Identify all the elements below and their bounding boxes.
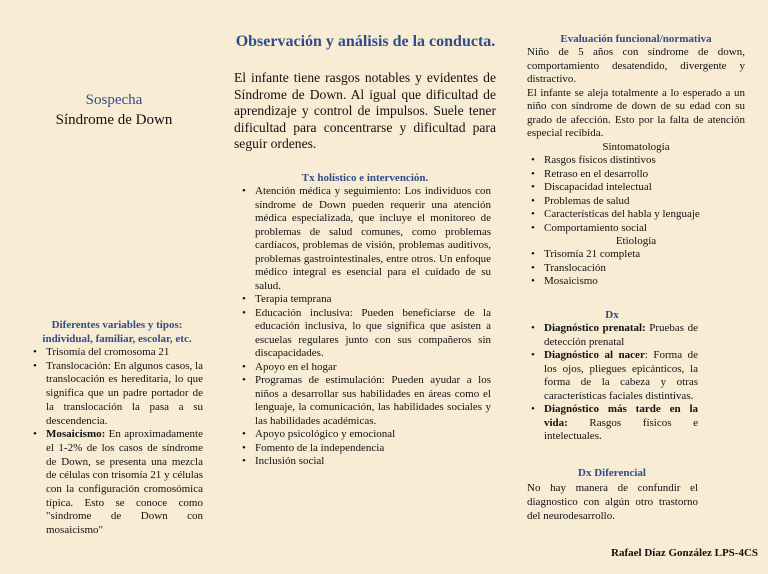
list-item: • Mosaicismo: En aproximadamente el 1-2% de los casos de síndrome de Down, se presenta una mezcla de células con trisomía 21 y células con la configuración cromosómica típica. Esto se conoce como "síndrome de Down con mosaicismo" bbox=[33, 428, 203, 537]
etiology-heading: Etiología bbox=[615, 235, 657, 247]
intro-paragraph: El infante tiene rasgos notables y evidentes de Síndrome de Down. Al igual que dificultad de aprendizaje y control de impulsos. Suele tener dificultad para concentrarse y dificultad para seguir ordenes. bbox=[234, 70, 496, 152]
list-item: • Diagnóstico prenatal: Pruebas de detección prenatal bbox=[531, 322, 698, 348]
list-item: • Retraso en el desarrollo bbox=[531, 167, 649, 180]
list-item: • Comportamiento social bbox=[531, 221, 647, 234]
list-item: • Programas de estimulación: Pueden ayudar a los niños a desarrollar sus habilidades en áreas como el lenguaje, la comunicación, las habilidades sociales y las habilidades académicas. bbox=[242, 374, 491, 427]
diagnosis-list bbox=[531, 322, 698, 444]
list-item: • Trisomía del cromosoma 21 bbox=[33, 346, 170, 358]
diagnosis-heading: Dx bbox=[605, 309, 619, 321]
evaluation-heading: Evaluación funcional/normativa bbox=[560, 33, 712, 45]
author-signature: Rafael Díaz González LPS-4CS bbox=[611, 547, 758, 559]
treatment-heading: Tx holístico e intervención. bbox=[301, 172, 429, 184]
treatment-list bbox=[242, 185, 491, 469]
list-item: • Características del habla y lenguaje bbox=[531, 208, 700, 220]
list-item: • Apoyo en el hogar bbox=[242, 360, 337, 373]
symptoms-list bbox=[531, 154, 744, 235]
suspicion-heading: Sospecha bbox=[85, 92, 143, 108]
list-item: • Fomento de la independencia bbox=[242, 441, 385, 454]
list-item: • Diagnóstico al nacer: Forma de los ojos, pliegues epicánticos, la forma de la cabeza y otras características faciales distintivas. bbox=[531, 349, 698, 402]
list-item: • Inclusión social bbox=[242, 455, 325, 467]
list-item: • Diagnóstico más tarde en la vida: Rasgos físicos e intelectuales. bbox=[531, 403, 698, 442]
list-item: • Atención médica y seguimiento: Los individuos con síndrome de Down pueden requerir una atención médica especializada, que incluye el monitoreo de problemas de salud comunes, como problemas cardíacos, problemas de visión, problemas auditivos, problemas gastrointestinales, entre otros. Un enfoque médico integral es esencial para el cuidado de su salud. bbox=[242, 185, 491, 292]
list-item: • Trisomía 21 completa bbox=[531, 248, 641, 260]
evaluation-text-1: Niño de 5 años con síndrome de down, comportamiento desatendido, divergente y distractivo. bbox=[527, 46, 745, 85]
list-item: • Apoyo psicológico y emocional bbox=[242, 428, 396, 440]
variables-list bbox=[33, 346, 203, 538]
list-item: • Mosaicismo bbox=[531, 275, 598, 287]
list-item: • Discapacidad intelectual bbox=[531, 181, 652, 193]
suspicion-text: Síndrome de Down bbox=[55, 112, 173, 128]
list-item: • Translocación: En algunos casos, la translocación es hereditaria, lo que significa que un padre portador de la translocación la pasa a su descendencia. bbox=[33, 359, 203, 427]
list-item: • Educación inclusiva: Pueden beneficiarse de la educación inclusiva, lo que significa que asisten a escuelas regulares junto con sus compañeros sin discapacidades. bbox=[242, 306, 491, 359]
variables-heading: Diferentes variables y tipos: individual, familiar, escolar, etc. bbox=[42, 319, 192, 345]
evaluation-text-2: El infante se aleja totalmente a lo esperado a un niño con síndrome de down de su edad con su grado de afección. Esto por la falta de atención especial recibida. bbox=[527, 86, 745, 139]
etiology-list bbox=[531, 248, 744, 289]
list-item: • Translocación bbox=[531, 261, 606, 274]
list-item: • Rasgos físicos distintivos bbox=[531, 154, 656, 166]
list-item: • Terapia temprana bbox=[242, 293, 332, 305]
evaluation-text bbox=[527, 46, 745, 141]
list-item: • Problemas de salud bbox=[531, 194, 630, 207]
symptoms-heading: Sintomatología bbox=[602, 141, 670, 153]
differential-diagnosis-text: No hay manera de confundir el diagnostico con algún otro trastorno del neurodesarrollo. bbox=[527, 482, 698, 522]
page-title: Observación y análisis de la conducta. bbox=[235, 33, 496, 50]
differential-diagnosis-heading: Dx Diferencial bbox=[578, 467, 646, 479]
